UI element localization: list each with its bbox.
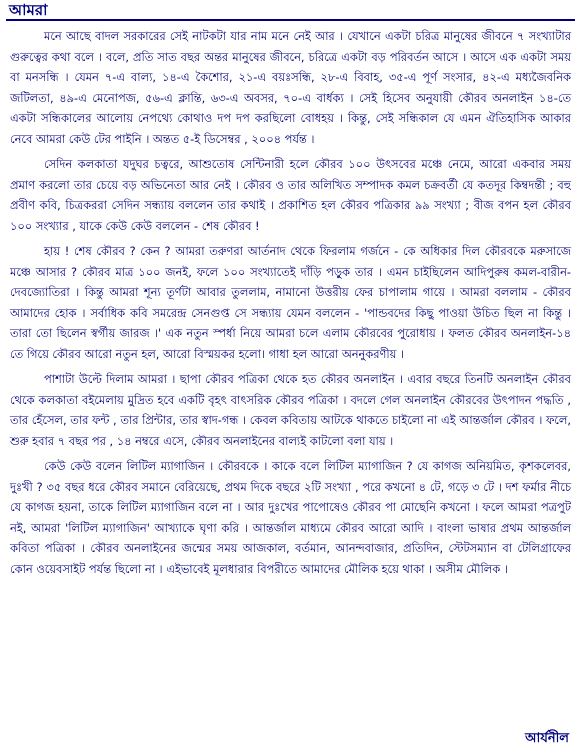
paragraph-1: মনে আছে বাদল সরকারের সেই নাটকটা যার নাম মনে নেই আর । যেখানে একটা চরিত্র মানুষের জীবনে ৭ সংখ্যাটার গুরুত্বের কথা বলে । বলে, প্রতি সাত বছর অন্তর মানুষের জীবনে, চরিত্রে একটা বড় পরিবর্তন আসে । আসে এক একটা সময় বা মনসন্ধি । যেমন ৭-এ বাল্য, ১৪-এ কৈশোর, ২১-এ বয়ঃসন্ধি, ২৮-এ বিবাহ, ৩৫-এ পূর্ণ সংসার, ৪২-এ মধ্যজৈবনিক জটিলতা, ৪৯-এ মেনোপজ, ৫৬-এ ক্লান্তি, ৬৩-এ অবসর, ৭০-এ বার্ধক্য । সেই হিসেব অনুযায়ী কৌরব অনলাইন ১৪-তে একটা সন্ধিকালের আলোয় নেপথ্যে কোথাও দপ দপ করছিলো বোধহয় । কিন্তু, সেই সন্ধিকাল যে এমন ঐতিহাসিক আকার নেবে আমরা কেউ টের পাইনি । অন্তত ৫-ই ডিসেম্বর , ২০০৪ পর্যন্ত । <box>10 29 572 146</box>
paragraph-2: সেদিন কলকাতা যদুঘর চত্বরে, আশুতোষ সেন্টিনারী হলে কৌরব ১০০ উৎসবের মঞ্চে নেমে, আরো একবার সময় প্রমাণ করলো তার চেয়ে বড় অভিনেতা আর নেই । কৌরব ও তার অলিখিত সম্পাদক কমল চক্রবর্তী যে কতদূর কিম্বদন্তী ; বহু প্রবীণ কবি, চিত্রকররা সেদিন সন্ধ্যায় বললেন তার কথাই । প্রকাশিত হল কৌরব পত্রিকার ৯৯ সংখ্যা ; বীজ বপন হল কৌরব ১০০ সংখ্যার , যাকে কেউ কেউ বললেন - শেষ কৌরব ! <box>10 157 571 233</box>
heading-divider <box>6 19 575 21</box>
article-heading: আমরা <box>9 1 48 19</box>
paragraph-4: পাশাটা উল্টে দিলাম আমরা । ছাপা কৌরব পত্রিকা থেকে হত কৌরব অনলাইন । এবার বছরে তিনটি অনলাইন কৌরব থেকে কলকাতা বইমেলায় মুদ্রিত হবে একটি বৃহৎ বাৎসরিক কৌরব পত্রিকা । বদলে গেল অনলাইন কৌরবের উৎপাদন পদ্ধতি , তার হেঁসেল, তার ফন্ট , তার প্রিন্টার, তার স্বাদ-গন্ধ । কেবল কবিতায় আটকে থাকতে চাইলো না এই আন্তর্জাল কৌরব । ফলে, শুরু হবার ৭ বছর পর , ১৪ নম্বরে এসে, কৌরব অনলাইনের বাল্যই কাটলো বলা যায় । <box>10 372 571 448</box>
article-body <box>6 26 575 579</box>
author-signature: আর্যনীল <box>525 731 569 746</box>
paragraph-5: কেউ কেউ বলেন লিটিল ম্যাগাজিন । কৌরবকে । কাকে বলে লিটিল ম্যাগাজিন ? যে কাগজ অনিয়মিত, কৃশকলেবর, দুঃখী ? ৩৫ বছর ধরে কৌরব সমানে বেরিয়েছে, প্রথম দিকে বছরে ২টি সংখ্যা , পরে কখনো ৪ টে, গড়ে ৩ টে । দশ ফর্মার নীচে যে কাগজ হয়না, তাকে লিটিল ম্যাগাজিন বলে না । আর দুঃখের পাপোষেও কৌরব পা মোছেনি কখনো । ফলে আমরা পত্রপুট নই, আমরা 'লিটিল ম্যাগাজিন' আখ্যাকে ঘৃণা করি । আন্তর্জাল মাধ্যমে কৌরব আরো আদি । বাংলা ভাষার প্রথম আন্তর্জাল কবিতা পত্রিকা । কৌরব অনলাইনের জন্মের সময় আজকাল, বর্তমান, আনন্দবাজার, প্রতিদিন, স্টেটসম্যান বা টেলিগ্রাফের কোন ওয়েবসাইট পর্যন্ত ছিলো না । এইভাবেই মূলধারার বিপরীতে আমাদের মৌলিক হয়ে থাকা । অসীম মৌলিক । <box>10 459 571 576</box>
paragraph-3: হায় ! শেষ কৌরব ? কেন ? আমরা তরুণরা আর্তনাদ থেকে ফিরলাম গর্জনে - কে অধিকার দিল কৌরবকে মরুসাজে মঞ্চে আসার ? কৌরব মাত্র ১০০ জনই, ফলে ১০০ সংখ্যাতেই দাঁড়ি পড়ুক তার । এমন চাইছিলেন আদিপুরুষ কমল-বারীন-দেবজ্যোতিরা । কিন্তু আমরা শূন্য তূর্ণটা আবার তুললাম, নামানো উত্তরীয় ফের চাপালাম গায়ে । আমরা বললাম - কৌরব আমাদের হোক । সর্বাধিক কবি সমরেন্দ্র সেনগুপ্ত সে সন্ধ্যায় যেমন বললেন - 'পান্ডবদের কিছু পাওয়া উচিত ছিল না কিন্তু । তারা তো ছিলেন স্বর্গীয় জারজ ।' এক নতুন স্পর্ধা নিয়ে আমরা চলে এলাম কৌরবের পুরোধায় । ফলত কৌরব অনলাইন-১৪ তে গিয়ে কৌরব আরো নতুন হল, আরো বিস্ময়কর হলো। গাধা হল আরো অননুকরণীয় । <box>10 244 571 361</box>
